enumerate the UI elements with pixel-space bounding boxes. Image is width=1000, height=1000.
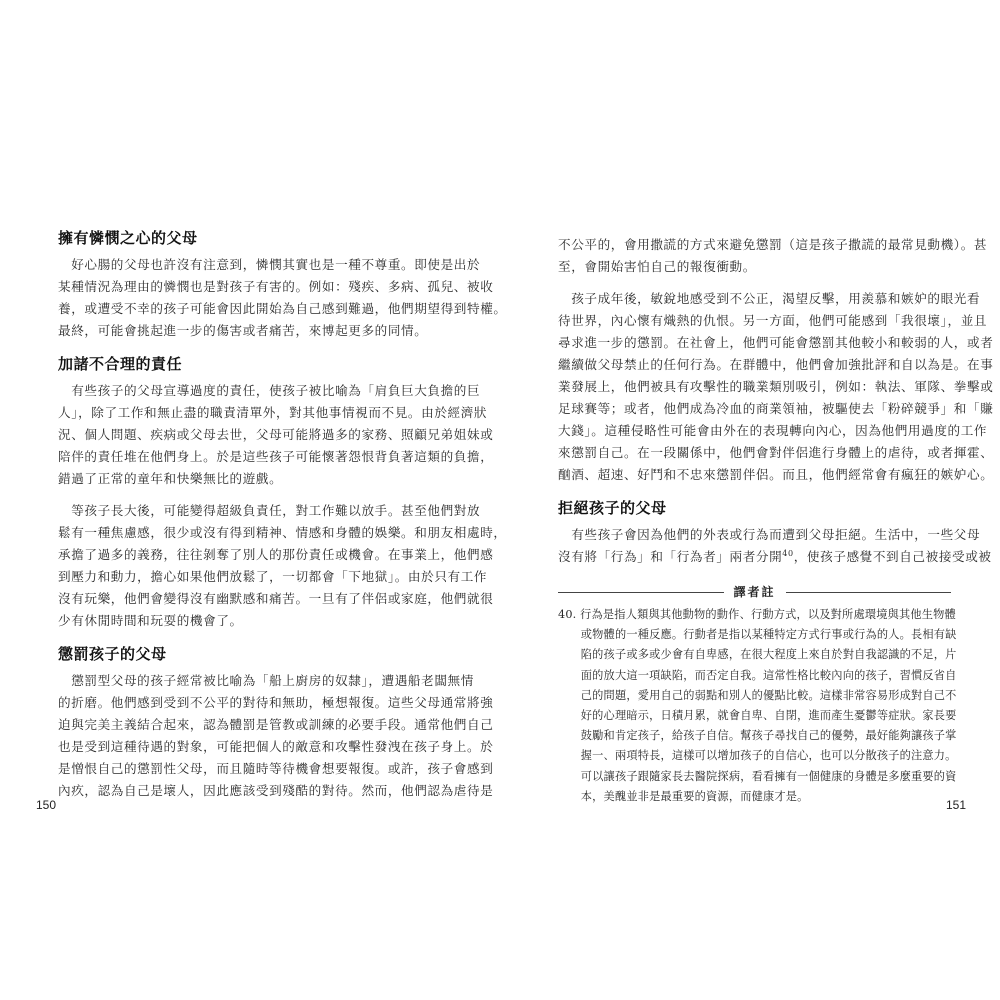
footnote-line: 可以讓孩子跟隨家長去醫院探病，看看擁有一個健康的身體是多麼重要的資 <box>558 769 957 783</box>
footnote-reference: 40 <box>782 548 794 558</box>
footnote-line: 己的問題，愛用自己的弱點和別人的優點比較。這樣非常容易形成對自己不 <box>558 688 957 702</box>
page-number-right: 151 <box>946 798 967 812</box>
text-line: 業發展上，他們被具有攻擊性的職業類別吸引，例如：執法、軍隊、拳擊或 <box>558 379 994 394</box>
footnote-line: 面的放大這一項缺陷，而否定自我。這常性格比較內向的孩子，習慣反省自 <box>558 668 957 682</box>
translator-note-label: 譯者註 <box>723 582 785 602</box>
footnote-line: 或物體的一種反應。行動者是指以某種特定方式行事或行為的人。長相有缺 <box>558 628 957 642</box>
footnote-line: 陷的孩子或多或少會有自卑感，在很大程度上來自於對自我認識的不足，片 <box>558 648 957 662</box>
paragraph-rejecting <box>558 524 992 568</box>
text-line: 至，會開始害怕自己的報復衝動。 <box>558 259 756 274</box>
footnote-40 <box>558 605 957 807</box>
text-line: 有些孩子的父母宣導過度的責任，使孩子被比喻為「肩負巨大負擔的巨 <box>58 383 481 398</box>
text-line: 有些孩子會因為他們的外表或行為而遭到父母拒絕。生活中，一些父母 <box>558 527 981 542</box>
paragraph-punishing <box>58 670 494 802</box>
text-line: 來懲罰自己。在一段關係中，他們會對伴侶進行身體上的虐待，或者揮霍、 <box>558 445 994 460</box>
text-line: 不公平的，會用撒謊的方式來避免懲罰（這是孩子撒謊的最常見動機）。甚 <box>558 237 988 252</box>
text-line: 懲罰型父母的孩子經常被比喻為「船上廚房的奴隸」，遭遇船老闆無情 <box>58 673 474 688</box>
footnote-line: 好的心理暗示，日積月累，就會自卑、自閉，進而產生憂鬱等症狀。家長要 <box>558 708 957 722</box>
text-line: 是憎恨自己的懲罰性父母，而且隨時等待機會想要報復。或許，孩子會感到 <box>58 761 494 776</box>
text-line: 到壓力和動力，擔心如果他們放鬆了，一切都會「下地獄」。由於只有工作 <box>58 569 488 584</box>
section-heading-punishing-parents: 懲罰孩子的父母 <box>58 645 167 663</box>
text-line: 也是受到這種待遇的對象，可能把個人的敵意和攻擊性發洩在孩子身上。於 <box>58 739 494 754</box>
footnote-line: 握一、兩項特長，這樣可以增加孩子的自信心，也可以分散孩子的注意力。 <box>558 749 957 763</box>
text-fragment: 沒有將「行為」和「行為者」兩者分開 <box>558 549 783 564</box>
text-line: 內疚，認為自己是壞人，因此應該受到殘酷的對待。然而，他們認為虐待是 <box>58 783 494 798</box>
text-line: 最終，可能會挑起進一步的傷害或者痛苦，來博起更多的同情。 <box>58 323 428 338</box>
paragraph-responsibility-1 <box>58 380 494 490</box>
footnote-line: 鼓勵和肯定孩子，給孩子自信。幫孩子尋找自己的優勢，最好能夠讓孩子掌 <box>558 729 957 743</box>
text-line: 待世界，內心懷有熾熱的仇恨。另一方面，他們可能感到「我很壞」，並且 <box>558 313 988 328</box>
text-line: 足球賽等；或者，他們成為冷血的商業領袖，被驅使去「粉碎競爭」和「賺 <box>558 401 994 416</box>
text-line: 陪伴的責任堆在他們身上。於是這些孩子可能懷著怨恨背負著這類的負擔， <box>58 449 494 464</box>
text-line: 鬆有一種焦慮感，很少或沒有得到精神、情感和身體的娛樂。和朋友相處時， <box>58 525 507 540</box>
text-line: 酗酒、超速、好鬥和不忠來懲罰伴侶。而且，他們經常會有瘋狂的嫉妒心。 <box>558 467 994 482</box>
text-line: 承擔了過多的義務，往往剝奪了別人的那份責任或機會。在事業上，他們感 <box>58 547 494 562</box>
footnote-line: 40. 行為是指人類與其他動物的動作、行動方式，以及對所處環境與其他生物體 <box>558 608 956 621</box>
text-line: 等孩子長大後，可能變得超級負責任，對工作難以放手。甚至他們對放 <box>58 503 481 518</box>
text-line: 某種情況為理由的憐憫也是對孩子有害的。例如：殘疾、多病、孤兒、被收 <box>58 279 494 294</box>
text-line: 人」，除了工作和無止盡的職責清單外，對其他事情視而不見。由於經濟狀 <box>58 405 488 420</box>
text-line: 大錢」。這種侵略性可能會由外在的表現轉向內心，因為他們用過度的工作 <box>558 423 988 438</box>
text-line: 少有休閒時間和玩耍的機會了。 <box>58 613 243 628</box>
page-number-left: 150 <box>36 798 57 812</box>
text-line-with-footnote <box>558 546 992 568</box>
left-page <box>58 228 507 802</box>
text-line: 養，或遭受不幸的孩子可能會因此開始為自己感到難過，他們期望得到特權。 <box>58 301 507 316</box>
paragraph-adulthood <box>558 288 994 486</box>
section-heading-rejecting-parents: 拒絕孩子的父母 <box>558 499 667 517</box>
paragraph-compassionate <box>58 254 507 342</box>
text-line: 沒有玩樂，他們會變得沒有幽默感和痛苦。一旦有了伴侶或家庭，他們就很 <box>58 591 494 606</box>
text-line: 況、個人問題、疾病或父母去世，父母可能將過多的家務、照顧兄弟姐妹或 <box>58 427 494 442</box>
text-line: 迫與完美主義結合起來，認為體罰是管教或訓練的必要手段。通常他們自己 <box>58 717 494 732</box>
text-line: 好心腸的父母也許沒有注意到，憐憫其實也是一種不尊重。即使是出於 <box>58 257 481 272</box>
footnote-line: 本，美醜並非是最重要的資源，而健康才是。 <box>558 789 809 803</box>
text-line: 錯過了正常的童年和快樂無比的遊戲。 <box>58 471 283 486</box>
text-line: 的折磨。他們感到受到不公平的對待和無助，極想報復。這些父母通常將強 <box>58 695 494 710</box>
translator-note-divider <box>558 582 951 602</box>
text-line: 孩子成年後，敏銳地感受到不公正，渴望反擊，用羨慕和嫉妒的眼光看 <box>558 291 981 306</box>
section-heading-compassionate-parents: 擁有憐憫之心的父母 <box>58 229 198 247</box>
section-heading-unreasonable-responsibility: 加諸不合理的責任 <box>58 355 183 373</box>
text-line: 繼續做父母禁止的任何行為。在群體中，他們會加強批評和自以為是。在事 <box>558 357 994 372</box>
paragraph-responsibility-2 <box>58 500 507 632</box>
text-line: 尋求進一步的懲罰。在社會上，他們可能會懲罰其他較小和較弱的人，或者 <box>558 335 994 350</box>
text-fragment: ，使孩子感覺不到自己被接受或被 <box>793 549 992 564</box>
paragraph-continued <box>558 234 988 278</box>
